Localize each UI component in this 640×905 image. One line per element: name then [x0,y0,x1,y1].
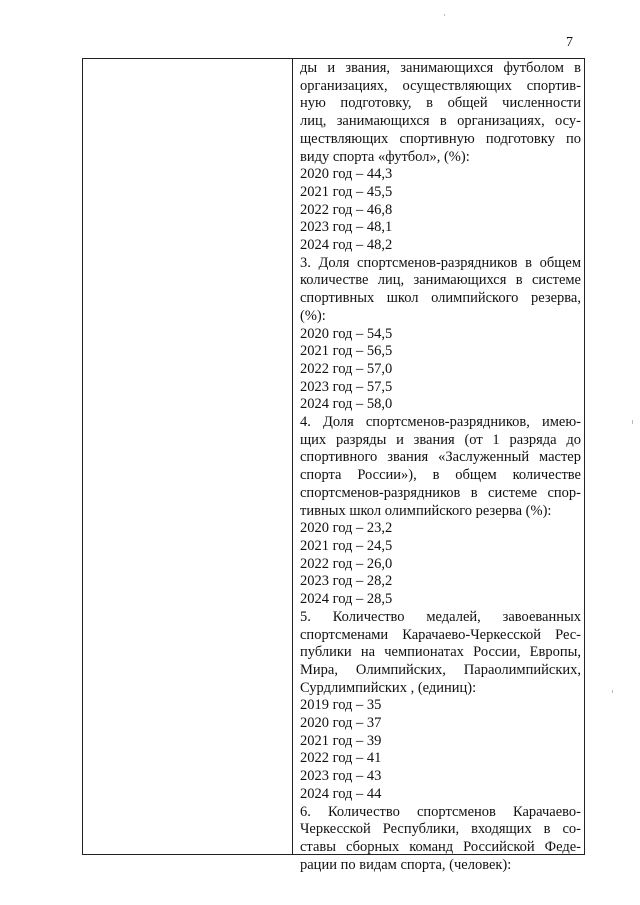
text-line: Мира, Олимпийских, Параолимпийских, [300,661,581,678]
column-divider [292,59,293,854]
text-line: 2022 год – 57,0 [300,360,393,377]
document-table [82,58,585,873]
text-line: 2021 год – 39 [300,732,382,749]
text-line: ную подготовку, в общей численности [300,95,581,112]
text-line: ществляющих спортивную подготовку по [300,130,581,147]
text-line: 2021 год – 45,5 [300,183,393,200]
text-line: ставы сборных команд Российской Феде- [300,838,581,855]
text-line: 2020 год – 44,3 [300,166,393,183]
text-line: 2024 год – 28,5 [300,591,393,608]
text-line: 4. Доля спортсменов-разрядников, имею- [300,414,581,431]
text-line: 2020 год – 37 [300,715,382,732]
text-line: Черкесской Республики, входящих в со- [300,821,581,838]
text-line: Сурдлимпийских , (единиц): [300,679,477,696]
text-line: 2023 год – 48,1 [300,219,393,236]
text-line: 2023 год – 28,2 [300,573,393,590]
text-line: публики на чемпионатах России, Европы, [300,644,581,661]
text-line: виду спорта «футбол», (%): [300,148,470,165]
text-line: спортсменами Карачаево-Черкесской Рес- [300,626,581,643]
text-line: количестве лиц, занимающихся в системе [300,272,581,289]
text-line: 2023 год – 43 [300,768,382,785]
text-line: 2024 год – 48,2 [300,237,393,254]
text-line: 2019 год – 35 [300,697,382,714]
text-line: 3. Доля спортсменов-разрядников в общем [300,254,581,271]
right-cell-text [300,60,581,874]
text-line: 6. Количество спортсменов Карачаево- [300,803,581,820]
text-line: ды и звания, занимающихся футболом в [300,60,581,76]
text-line: 2020 год – 23,2 [300,520,393,537]
text-line: 2021 год – 24,5 [300,537,393,554]
text-line: 2023 год – 57,5 [300,378,393,395]
text-line: спортсменов-разрядников в системе спор- [300,484,581,501]
text-line: 2024 год – 44 [300,785,382,802]
text-line: рации по видам спорта, (человек): [300,856,512,873]
text-line: спортивных школ олимпийского резерва, [300,290,581,307]
scan-speck [632,420,633,424]
text-line: тивных школ олимпийского резерва (%): [300,502,552,519]
text-line: спорта России»), в общем количестве [300,467,581,484]
text-line: (%): [300,307,326,324]
text-line: щих разряды и звания (от 1 разряда до [300,431,581,448]
text-line: организациях, осуществляющих спортив- [300,77,581,94]
text-line: спортивного звания «Заслуженный мастер [300,449,581,466]
scan-speck [612,690,613,693]
scan-speck [444,14,445,16]
page-number: 7 [566,35,573,50]
text-line: 2024 год – 58,0 [300,396,393,413]
text-line: 5. Количество медалей, завоеванных [300,608,581,625]
text-line: лиц, занимающихся в организациях, осу- [300,113,581,130]
text-line: 2022 год – 46,8 [300,201,393,218]
text-line: 2022 год – 26,0 [300,555,393,572]
text-line: 2022 год – 41 [300,750,382,767]
text-line: 2021 год – 56,5 [300,343,393,360]
text-line: 2020 год – 54,5 [300,325,393,342]
